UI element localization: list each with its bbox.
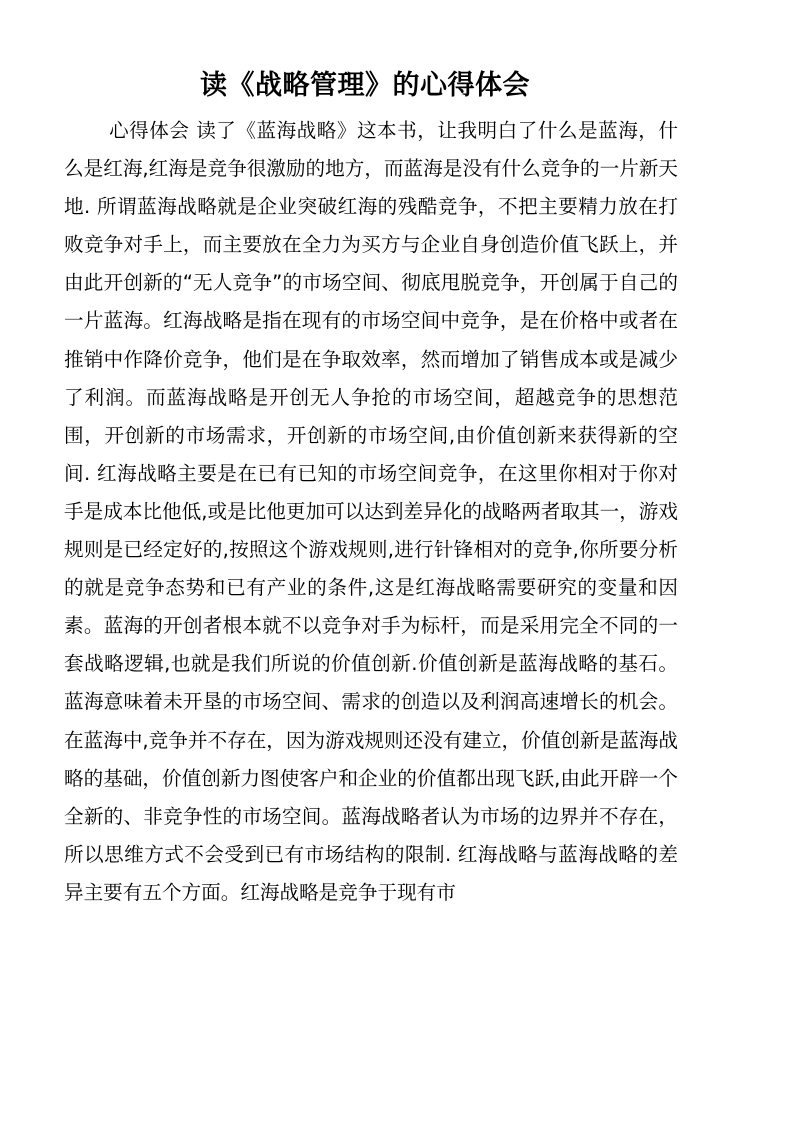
document-title: 读《战略管理》的心得体会 <box>200 70 530 101</box>
document-body: 心得体会 读了《蓝海战略》这本书，让我明白了什么是蓝海，什么是红海,红海是竞争很激励的地方，而蓝海是没有什么竞争的一片新天地. 所谓蓝海战略就是企业突破红海的残酷竞争，不把主要精力放在打败竞争对手上，而主要放在全力为买方与企业自身创造价值飞跃上，并由此开创新的“无人竞争”的市场空间、彻底甩脱竞争，开创属于自己的一片蓝海。红海战略是指在现有的市场空间中竞争，是在价格中或者在推销中作降价竞争，他们是在争取效率，然而增加了销售成本或是减少了利润。而蓝海战略是开创无人争抢的市场空间，超越竞争的思想范围，开创新的市场需求，开创新的市场空间,由价值创新来获得新的空间. 红海战略主要是在已有已知的市场空间竞争，在这里你相对于你对手是成本比他低,或是比他更加可以达到差异化的战略两者取其一，游戏规则是已经定好的,按照这个游戏规则,进行针锋相对的竞争,你所要分析的就是竞争态势和已有产业的条件,这是红海战略需要研究的变量和因素。蓝海的开创者根本就不以竞争对手为标杆，而是采用完全不同的一套战略逻辑,也就是我们所说的价值创新.价值创新是蓝海战略的基石。蓝海意味着未开垦的市场空间、需求的创造以及利润高速增长的机会。在蓝海中,竞争并不存在，因为游戏规则还没有建立，价值创新是蓝海战略的基础，价值创新力图使客户和企业的价值都出现飞跃,由此开辟一个全新的、非竞争性的市场空间。蓝海战略者认为市场的边界并不存在，所以思维方式不会受到已有市场结构的限制. 红海战略与蓝海战略的差异主要有五个方面。红海战略是竞争于现有市 <box>64 119 678 904</box>
